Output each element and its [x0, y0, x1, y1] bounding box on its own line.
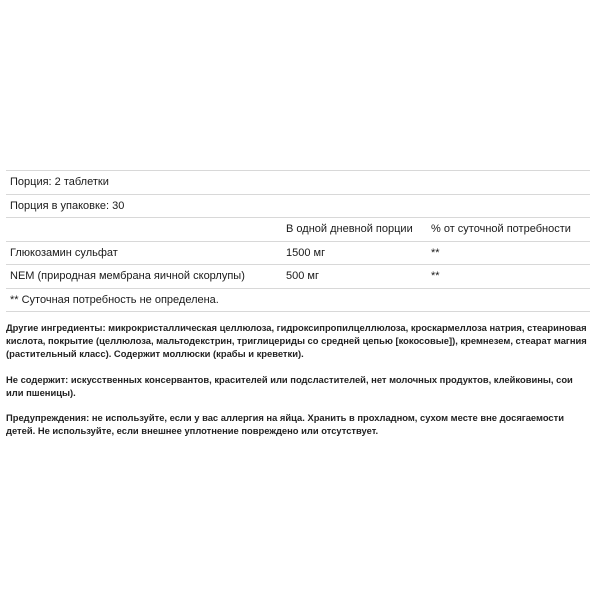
amount-column-header: В одной дневной порции	[286, 223, 413, 235]
ingredient-daily-value: **	[431, 246, 440, 259]
servings-per-container: Порция в упаковке: 30	[10, 199, 125, 212]
warnings-text: Предупреждения: не используйте, если у вас аллергия на яйца. Хранить в прохладном, сухом месте вне досягаемости детей. Не используйте, если внешнее уплотнение повреждено или отсутствует.	[6, 412, 565, 437]
table-row	[6, 242, 590, 266]
daily-value-footnote: ** Суточная потребность не определена.	[10, 293, 219, 306]
servings-per-container-row	[6, 195, 590, 219]
table-row	[6, 265, 590, 289]
supplement-facts-table	[6, 170, 590, 312]
ingredient-amount: 1500 мг	[286, 246, 326, 259]
footnote-row	[6, 289, 590, 313]
daily-value-column-header: % от суточной потребности	[431, 223, 571, 235]
serving-size: Порция: 2 таблетки	[10, 176, 109, 188]
serving-size-row	[6, 171, 590, 195]
label-notes	[6, 321, 592, 437]
ingredient-daily-value: **	[431, 270, 440, 282]
table-header-row	[6, 218, 590, 242]
other-ingredients-text: Другие ингредиенты: микрокристаллическая целлюлоза, гидроксипропилцеллюлоза, кроскармеллоза натрия, стеариновая кислота, покрытие (целлюлоза, мальтодекстрин, триглицериды со средней цепью [кокосовые]), кремнезем, стеарат магния (растительный класс). Содержит моллюски (крабы и креветки).	[6, 322, 587, 360]
supplement-facts-panel	[6, 170, 590, 449]
free-of-text: Не содержит: искусственных консервантов, красителей или подсластителей, нет молочных продуктов, клейковины, сои или пшеницы).	[6, 373, 573, 398]
ingredient-name: NEM (природная мембрана яичной скорлупы)	[10, 270, 245, 282]
ingredient-amount: 500 мг	[286, 270, 319, 282]
ingredient-name: Глюкозамин сульфат	[10, 246, 118, 259]
